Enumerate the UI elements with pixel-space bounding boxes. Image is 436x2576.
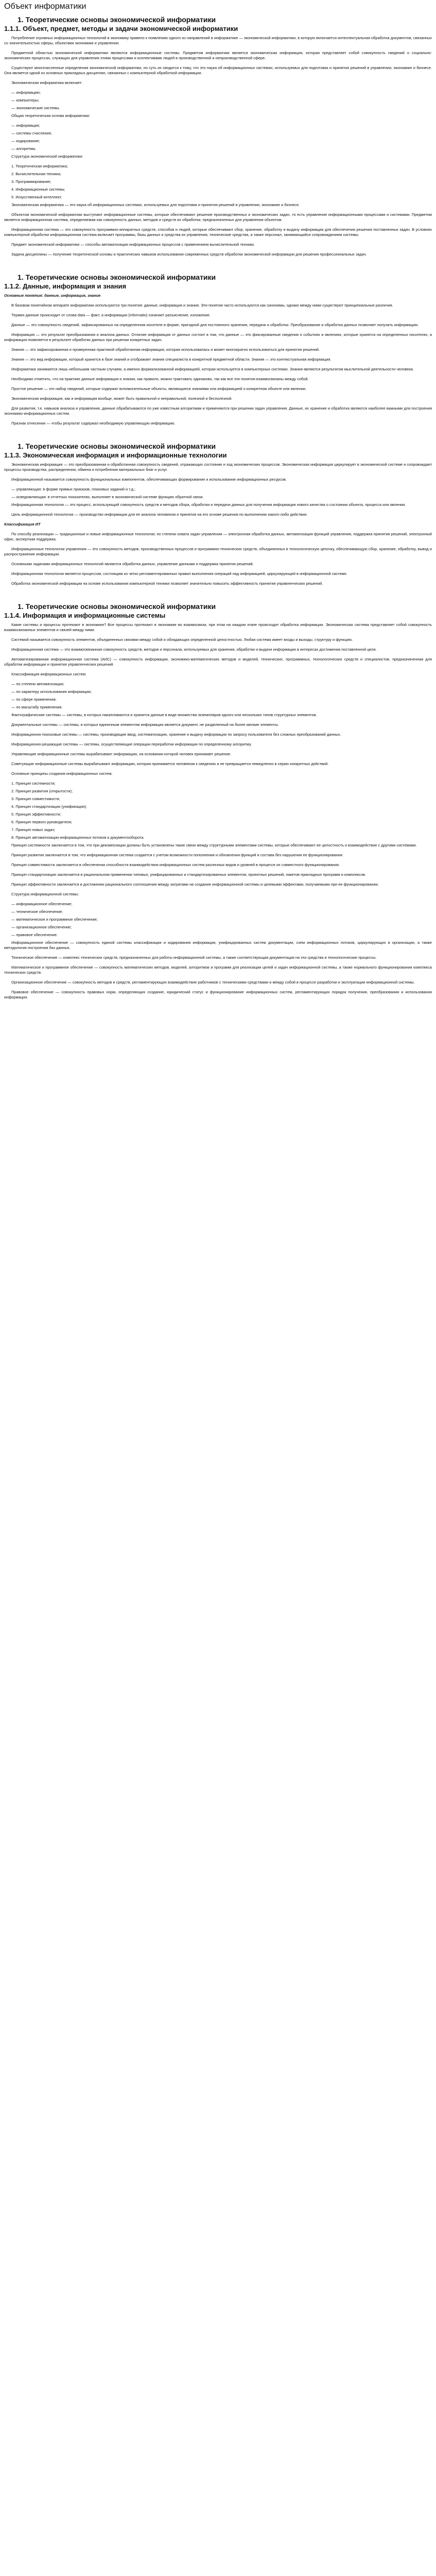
paragraph: Экономическая информация, как и информация вообще, может быть правильной и неправильной, полезной и бесполезной. (11, 396, 233, 401)
list-item: 3. Принцип совместимости; (11, 796, 60, 801)
paragraph: Информационные технологии управления — это совокупность методов, производственных процессов и программно-технических средств, объединенных в технологическую цепочку, обеспечивающую сбор, хранение, обработку, вывод и распространение информации. (4, 547, 432, 556)
list-item: — экономические системы. (11, 106, 60, 110)
section-heading: 1. Теоретические основы экономической информатики (18, 15, 216, 24)
paragraph: Предметной областью экономической информатики являются информационные системы. Предметом информатики является экономическая информация, которая представляет собой совокупность сведений о социально-экономических процессах, служащих для управления этими процессами и коллективами людей в производственной и непроизводственной сфере. (4, 50, 432, 60)
list-item: 4. Принцип стандартизации (унификации); (11, 804, 87, 809)
paragraph: Информационная система — это взаимосвязанная совокупность средств, методов и персонала, используемых для хранения, обработки и выдачи информации в интересах достижения поставленной цели. (11, 647, 377, 652)
list-item: 7. Принцип новых задач; (11, 827, 56, 832)
list-item: — алгоритмы. (11, 146, 37, 151)
paragraph: Основными задачами информационных технологий являются обработка данных, управление данными и поддержка принятия решений. (11, 562, 254, 566)
section-subheading: 1.1.2. Данные, информация и знания (4, 282, 127, 290)
paragraph: Структура информационной системы: (11, 892, 79, 896)
paragraph: Информационной называется совокупность функциональных компонентов, обеспечивающих формирование и использование информационных ресурсов. (11, 477, 287, 482)
list-item: 5. Искусственный интеллект. (11, 195, 62, 199)
paragraph: Для развития, т.е. навыков анализа и управления, данные обрабатываются по уже известным алгоритмам и применяются при решении задач управления. Данные, их хранение и обработка являются наиболее важными для построения экономико-информационных систем. (4, 406, 432, 416)
paragraph: Потребление огромных информационных технологий в экономику привело к появлению одного из направлений в информатике — экономической информатики, в которую включается интеллектуальная обработка документов, связанных со значительностью сферы, объектами экономики и управления. (4, 36, 432, 45)
list-item: — организационное обеспечение; (11, 925, 72, 929)
paragraph: В базовом понятийном аппарате информатики используются три понятия: данные, информация и знания. Эти понятия часто используются как синонимы, однако между ними существуют принципиальные различия. (11, 303, 393, 308)
paragraph: Принцип эффективности заключается в достижении рационального соотношения между затратами на создание информационной системы и целевыми эффектами, получаемыми при ее функционировании. (11, 882, 379, 887)
paragraph: Общая теоретическая основа информатики: (11, 113, 90, 118)
list-item: — управляющая: в форме прямых приказов, плановых заданий и т.д.; (11, 487, 136, 492)
paragraph: Информация — это результат преобразования и анализа данных. Отличие информации от данных состоит в том, что данные — это фиксированные сведения о событиях и явлениях, которые хранятся на определенных носителях, а информация появляется в результате обработки данных при решении конкретных задач. (4, 332, 432, 342)
section-heading: 1. Теоретические основы экономической информатики (18, 602, 216, 611)
paragraph-subtitle: Основные понятия: данные, информация, знание (4, 293, 101, 298)
list-item: 1. Принцип системности; (11, 781, 56, 786)
document-title: Объект информатики (4, 2, 86, 11)
paragraph: Цель информационной технологии — производство информации для ее анализа человеком и принятия на его основе решения по выполнению какого-либо действия. (11, 512, 308, 517)
paragraph: По способу реализации — традиционные и новые информационные технологии; по степени охвата задач управления — электронная обработка данных, автоматизация функций управления, поддержка принятия решений, электронный офис, экспертная поддержка. (4, 532, 432, 541)
paragraph: Информационно-поисковые системы — системы, производящие ввод, систематизацию, хранение и выдачу информации по запросу пользователя без сложных преобразований данных. (11, 732, 341, 737)
paragraph-subtitle: Классификация ИТ (4, 522, 41, 527)
section-subheading: 1.1.1. Объект, предмет, методы и задачи экономической информатики (4, 25, 238, 32)
section-subheading: 1.1.4. Информация и информационные системы (4, 612, 166, 619)
list-item: — информация; (11, 123, 40, 128)
paragraph: Экономическая информатика — это наука об информационных системах, используемых для подготовки и принятия решений в управлении, экономике и бизнесе. (11, 202, 300, 207)
section-gap (4, 591, 432, 598)
paragraph: Знания — это вид информации, который хранится в базе знаний и отображает знания специалиста в конкретной предметной области. Знания — это контекстуальная информация. (11, 357, 332, 362)
paragraph: Знания — это зафиксированная и проверенная практикой обработанная информация, которая использовалась и может многократно использоваться для принятия решений. (11, 347, 320, 352)
list-item: — информацию; (11, 90, 41, 95)
paragraph: Данные — это совокупность сведений, зафиксированных на определенном носителе в форме, пригодной для постоянного хранения, передачи и обработки. Преобразование и обработка данных позволяет получить информацию. (11, 323, 419, 327)
section (4, 273, 432, 426)
paragraph: Предмет экономической информатики — способы автоматизации информационных процессов с применением вычислительной техники. (11, 242, 255, 247)
list-item: — по сфере применения; (11, 697, 57, 702)
paragraph: Экономическая информация — это преобразованная и обработанная совокупность сведений, отражающих состояние и ход экономических процессов. Экономическая информация циркулирует в экономической системе и сопровождает процессы производства, распределения, обмена и потребления материальных благ и услуг. (4, 462, 432, 472)
list-item: 2. Вычислительная техника; (11, 172, 61, 176)
list-item: 1. Теоретическая информатика; (11, 164, 68, 168)
document-page (0, 0, 436, 1000)
paragraph: Информационное обеспечение — совокупность единой системы классификации и кодирования информации, унифицированных систем документации, схем информационных потоков, циркулирующих в организации, а также методология построения баз данных. (4, 940, 432, 950)
list-item: 2. Принцип развития (открытости); (11, 789, 73, 793)
paragraph: Принцип развития заключается в том, что информационная система создается с учетом возможности пополнения и обновления функций и состава без нарушения ее функционирования. (11, 853, 343, 857)
paragraph: Правовое обеспечение — совокупность правовых норм, определяющих создание, юридический статус и функционирование информационных систем, регламентирующих порядок получения, преобразования и использования информации. (4, 990, 432, 999)
paragraph: Основные принципы создания информационных систем: (11, 771, 113, 776)
list-item: 8. Принцип автоматизации информационных потоков и документооборота. (11, 835, 145, 840)
list-item: — математическое и программное обеспечение; (11, 917, 98, 922)
paragraph: Информационная технология является процессом, состоящим из четко регламентированных правил выполнения операций над информацией, циркулирующей в информационной системе. (11, 571, 347, 576)
paragraph: Экономическая информатика включает: (11, 80, 83, 85)
paragraph: Управляющие информационные системы вырабатывают информацию, на основании которой человек принимает решение. (11, 752, 232, 756)
paragraph: Существуют многочисленные определения экономической информатики, но суть их сводится к тому, что это наука об информационных системах, используемых для подготовки и принятия решений в управлении, экономике и бизнесе. Она является одной из основных прикладных дисциплин, связанных с компьютерной обработкой информации. (4, 65, 432, 75)
paragraph: Необходимо отметить, что на практике данные информация и знания, как правило, можно трактовать одинаково, так как все эти понятия взаимосвязаны между собой. (11, 377, 309, 381)
list-item: — компьютеры; (11, 98, 40, 103)
paragraph: Системой называется совокупность элементов, объединенных связями между собой и обладающих определенной целостностью. Любая система имеет входы и выходы, структуру и функцию. (11, 637, 353, 642)
paragraph: Принцип совместимости заключается в обеспечении способности взаимодействия информационных систем различных видов и уровней в процессе их совместного функционирования. (11, 862, 340, 867)
document-body (4, 15, 432, 1000)
paragraph: Организационное обеспечение — совокупность методов и средств, регламентирующих взаимодействие работников с техническими средствами и между собой в процессе разработки и эксплуатации информационной системы. (11, 980, 415, 985)
list-item: — информационное обеспечение; (11, 902, 73, 906)
paragraph: Классификация информационных систем: (11, 672, 86, 676)
list-item: — по масштабу применения. (11, 705, 63, 709)
section-heading: 1. Теоретические основы экономической информатики (18, 442, 216, 450)
paragraph: Советующие информационные системы вырабатывают информацию, которая принимается человеком к сведению и не превращается немедленно в серию конкретных действий. (11, 761, 329, 766)
list-item: 4. Информационные системы; (11, 187, 65, 192)
section-heading: 1. Теоретические основы экономической информатики (18, 273, 216, 281)
list-item: — правовое обеспечение. (11, 933, 58, 937)
section-gap (4, 431, 432, 438)
paragraph: Информационно-решающие системы — системы, осуществляющие операции переработки информации по определенному алгоритму. (11, 742, 252, 747)
paragraph: Техническое обеспечение — комплекс технических средств, предназначенных для работы информационной системы, а также соответствующая документация на эти средства и технологические процессы. (11, 955, 377, 960)
paragraph: Термин данные происходит от слова data — факт, а информация (informatio) означает разъяснение, изложение. (11, 313, 211, 317)
paragraph: Документальные системы — системы, в которых единичным элементом информации является документ, не разделенный на более мелкие элементы. (11, 722, 279, 727)
list-item: 5. Принцип эффективности; (11, 812, 61, 817)
list-item: — системы счисления; (11, 131, 52, 135)
section (4, 602, 432, 1000)
paragraph: Информатика занимается лишь небольшим частным случаем, а именно формализованной информацией, которая используется в компьютерных системах. Знания являются результатом мыслительной деятельности человека. (11, 367, 414, 371)
paragraph: Автоматизированная информационная система (АИС) — совокупность информации, экономико-математических методов и моделей, технических, программных, технологических средств и специалистов, предназначенная для обработки информации и принятия управленческих решений. (4, 657, 432, 667)
paragraph: Фактографические системы — системы, в которых накапливаются и хранятся данные в виде множества экземпляров одного или нескольких типов структурных элементов. (11, 713, 317, 717)
paragraph: Какие системы и процессы протекают в экономике? Все процессы протекают в экономике во взаимосвязи, при этом на каждом этапе происходит обработка информации. Экономическая система представляет собой совокупность взаимосвязанных элементов и связей между ними. (4, 622, 432, 632)
section-gap (4, 262, 432, 269)
paragraph: Информационная система — это совокупность программно-аппаратных средств, способов и людей, которые обеспечивают сбор, хранение, обработку и выдачу информации для обеспечения решения поставленных задач. В условиях компьютерной обработки информационная система включает программы, базы данных и средства их управления, технические средства, а также персонал, занимающийся сопровождением системы. (4, 227, 432, 237)
paragraph: Объектом экономической информатики выступают информационные системы, которые обеспечивают решение производственных и экономических задач, то есть управление информационными процессами и системами. Предметом является информационная система, определяемая как совокупность данных, методов и средств их обработки, предназначенных для управления объектом. (4, 212, 432, 222)
list-item: — осведомляющая: в отчетных показателях, выполняет в экономической системе функцию обратной связи. (11, 495, 204, 499)
list-item: — по степени автоматизации; (11, 682, 64, 686)
paragraph: Информационная технология — это процесс, использующий совокупность средств и методов сбора, обработки и передачи данных для получения информации нового качества о состоянии объекта, процесса или явления. (11, 502, 406, 507)
paragraph: Обработка экономической информации на основе использования компьютерной техники позволяет значительно повысить эффективность принятия управленческих решений. (11, 581, 323, 586)
section (4, 442, 432, 586)
list-item: — кодирование; (11, 139, 40, 143)
paragraph: Простое решение — это набор сведений, которые содержат вспомогательные объекты, являющиеся знаниями или информацией о конкретном объекте или явлении. (11, 386, 307, 391)
paragraph: Структура экономической информатики: (11, 154, 83, 159)
paragraph: Принцип стандартизации заключается в рациональном применении типовых, унифицированных и стандартизированных элементов, проектных решений, пакетов прикладных программ и комплексов. (11, 872, 367, 877)
paragraph: Принцип системности заключается в том, что при декомпозиции должны быть установлены такие связи между структурными элементами системы, которые обеспечивают ее целостность и взаимодействие с другими системами. (11, 843, 417, 848)
paragraph: Признак отнесения — чтобы результат содержал необходимую управляющую информацию. (11, 421, 176, 426)
list-item: — техническое обеспечение; (11, 909, 63, 914)
paragraph: Задача дисциплины — получение теоретической основы и практических навыков использования современных средств обработки экономической информации для решения профессиональных задач. (11, 252, 367, 257)
section (4, 15, 432, 257)
list-item: 6. Принцип первого руководителя; (11, 820, 73, 824)
list-item: — по характеру использования информации; (11, 689, 92, 694)
list-item: 3. Программирование; (11, 179, 51, 184)
paragraph: Математическое и программное обеспечение — совокупность математических методов, моделей, алгоритмов и программ для реализации целей и задач информационной системы, а также нормального функционирования комплекса технических средств. (4, 965, 432, 975)
section-subheading: 1.1.3. Экономическая информация и информационные технологии (4, 451, 227, 459)
